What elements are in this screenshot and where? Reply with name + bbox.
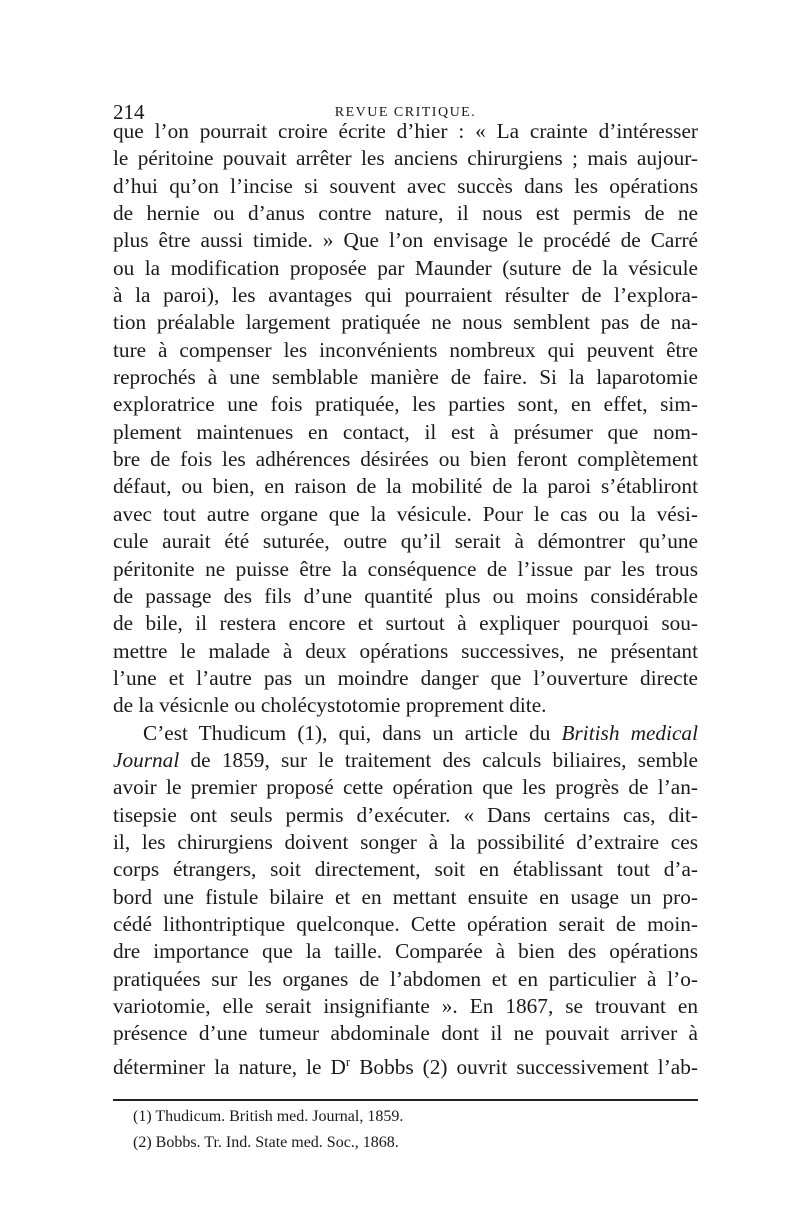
text-line: péritonite ne puisse être la conséquence de l’issue par les trous [113,556,698,581]
text-line: pratiquées sur les organes de l’abdomen et en particulier à l’o- [113,966,698,991]
footnote-divider [113,1099,698,1101]
text-line: ture à compenser les inconvénients nombreux qui peuvent être [113,337,698,362]
journal-title: Journal [113,747,180,772]
text-line: le péritoine pouvait arrêter les anciens chirurgiens ; mais aujour- [113,146,698,171]
superscript: r [345,1053,351,1069]
text-segment: C’est Thudicum (1), qui, dans un article du [143,720,562,745]
text-line: variotomie, elle serait insignifiante ». En 1867, se trouvant en [113,994,698,1018]
text-segment: Bobbs (2) ouvrit successivement l’ab- [350,1054,698,1079]
text-line: l’une et l’autre pas un moindre danger que l’ouverture directe [113,665,698,690]
text-line [113,720,698,747]
text-line: à la paroi), les avantages qui pourraient résulter de l’explora- [113,283,698,308]
text-line: tion préalable largement pratiquée ne nous semblent pas de na- [113,310,698,335]
paragraph-2 [113,720,698,1079]
page-number: 214 [113,100,145,124]
text-line: mettre le malade à deux opérations successives, ne présentant [113,638,698,663]
text-line [113,1048,698,1079]
text-line: avoir le premier proposé cette opération que les progrès de l’an- [113,775,698,800]
text-line: défaut, ou bien, en raison de la mobilité de la paroi s’établiront [113,474,698,499]
text-line: il, les chirurgiens doivent songer à la possibilité d’extraire ces [113,829,698,854]
text-line: plus être aussi timide. » Que l’on envisage le procédé de Carré [113,228,698,253]
text-line: ou la modification proposée par Maunder (suture de la vésicule [113,255,698,280]
text-line: reprochés à une semblable manière de faire. Si la laparotomie [113,365,698,390]
journal-title: British medical [561,720,698,745]
text-line: exploratrice une fois pratiquée, les parties sont, en effet, sim- [113,392,698,417]
text-line: de bile, il restera encore et surtout à expliquer pourquoi sou- [113,611,698,636]
text-segment: déterminer la nature, le D [113,1054,346,1079]
text-line: que l’on pourrait croire écrite d’hier : « La crainte d’intéresser [113,119,698,143]
body-text [113,118,698,1079]
text-line: de passage des fils d’une quantité plus ou moins considérable [113,583,698,608]
text-line: de la vésicnle ou cholécystotomie proprement dite. [113,693,547,718]
text-line: bord une fistule bilaire et en mettant ensuite en usage un pro- [113,884,698,909]
text-line: bre de fois les adhérences désirées ou bien feront complètement [113,447,698,472]
paragraph-1 [113,118,698,720]
text-line: corps étrangers, soit directement, soit en établissant tout d’a- [113,857,698,882]
text-segment: de 1859, sur le traitement des calculs biliaires, semble [179,747,698,772]
text-line: de hernie ou d’anus contre nature, il nous est permis de ne [113,201,698,226]
text-line: d’hui qu’on l’incise si souvent avec succès dans les opérations [113,173,698,198]
running-title: REVUE CRITIQUE. [334,105,477,120]
text-line: tisepsie ont seuls permis d’exécuter. « Dans certains cas, dit- [113,802,698,827]
text-line [113,747,698,774]
footnote: (1) Thudicum. British med. Journal, 1859. [133,1108,404,1125]
text-line: cédé lithontriptique quelconque. Cette opération serait de moin- [113,911,698,936]
text-line: plement maintenues en contact, il est à présumer que nom- [113,419,698,444]
footnote: (2) Bobbs. Tr. Ind. State med. Soc., 1868. [133,1134,399,1151]
text-line: cule aurait été suturée, outre qu’il serait à démontrer qu’une [113,529,698,554]
text-line: présence d’une tumeur abdominale dont il ne pouvait arriver à [113,1021,698,1046]
text-line: dre importance que la taille. Comparée à bien des opérations [113,939,698,964]
text-line: avec tout autre organe que la vésicule. Pour le cas ou la vési- [113,501,698,526]
footnotes [133,1104,693,1156]
